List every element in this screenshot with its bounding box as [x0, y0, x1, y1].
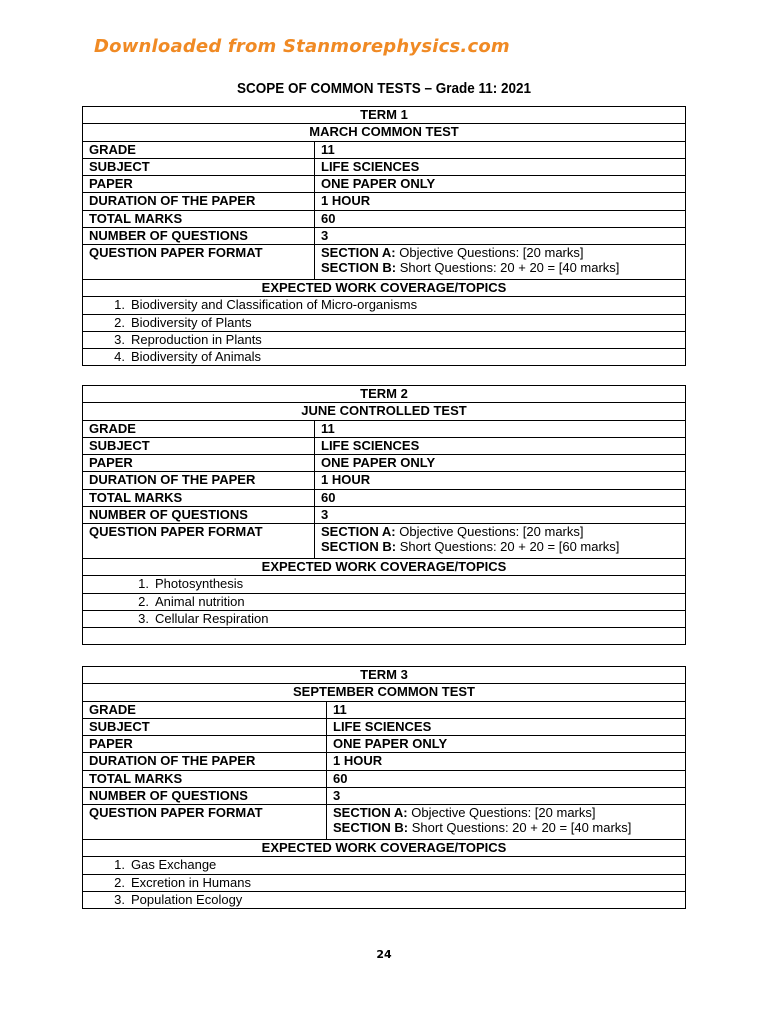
topic-number: 2.	[114, 314, 125, 330]
format-value	[315, 524, 686, 559]
total-marks-value: 60	[327, 770, 686, 787]
term-3-table	[82, 666, 686, 909]
term-heading: TERM 2	[83, 386, 686, 403]
topic-number: 2.	[114, 874, 125, 890]
section-b-text: Short Questions: 20 + 20 = [40 marks]	[408, 820, 632, 836]
topic-number: 1.	[138, 576, 149, 592]
topic-row	[83, 297, 686, 314]
topic-number: 1.	[114, 857, 125, 873]
test-name: MARCH COMMON TEST	[83, 124, 686, 141]
coverage-heading: EXPECTED WORK COVERAGE/TOPICS	[83, 558, 686, 575]
format-label: QUESTION PAPER FORMAT	[83, 245, 315, 280]
duration-value: 1 HOUR	[315, 472, 686, 489]
topic-text: Biodiversity and Classification of Micro-organisms	[131, 297, 418, 313]
empty-row	[83, 628, 686, 645]
grade-label: GRADE	[83, 420, 315, 437]
num-questions-value: 3	[327, 788, 686, 805]
section-b-label: SECTION B:	[321, 539, 397, 555]
subject-label: SUBJECT	[83, 158, 315, 175]
format-label: QUESTION PAPER FORMAT	[83, 805, 327, 840]
topic-row	[83, 874, 686, 891]
topic-number: 3.	[114, 331, 125, 347]
section-b-line	[321, 539, 679, 554]
topic-number: 4.	[114, 349, 125, 365]
num-questions-value: 3	[315, 228, 686, 245]
topic-number: 1.	[114, 297, 125, 313]
grade-value: 11	[327, 701, 686, 718]
term-2-table	[82, 385, 686, 645]
topic-text: Excretion in Humans	[131, 874, 251, 890]
duration-label: DURATION OF THE PAPER	[83, 472, 315, 489]
section-a-text: Objective Questions: [20 marks]	[395, 524, 584, 540]
section-a-text: Objective Questions: [20 marks]	[407, 805, 596, 821]
num-questions-value: 3	[315, 507, 686, 524]
topic-row	[83, 331, 686, 348]
page-title: SCOPE OF COMMON TESTS – Grade 11: 2021	[236, 80, 532, 97]
paper-value: ONE PAPER ONLY	[327, 736, 686, 753]
format-label: QUESTION PAPER FORMAT	[83, 524, 315, 559]
duration-label: DURATION OF THE PAPER	[83, 193, 315, 210]
num-questions-label: NUMBER OF QUESTIONS	[83, 507, 315, 524]
topic-row	[83, 891, 686, 908]
topic-row	[83, 314, 686, 331]
coverage-heading: EXPECTED WORK COVERAGE/TOPICS	[83, 839, 686, 856]
topic-row	[83, 593, 686, 610]
topic-text: Biodiversity of Animals	[131, 349, 262, 365]
paper-label: PAPER	[83, 736, 327, 753]
total-marks-label: TOTAL MARKS	[83, 489, 315, 506]
duration-value: 1 HOUR	[327, 753, 686, 770]
subject-label: SUBJECT	[83, 718, 327, 735]
subject-value: LIFE SCIENCES	[315, 158, 686, 175]
section-a-text: Objective Questions: [20 marks]	[395, 245, 584, 261]
topic-text: Cellular Respiration	[155, 610, 269, 626]
section-a-line	[321, 524, 679, 539]
total-marks-value: 60	[315, 489, 686, 506]
test-name: SEPTEMBER COMMON TEST	[83, 684, 686, 701]
paper-label: PAPER	[83, 176, 315, 193]
topic-number: 2.	[138, 593, 149, 609]
topic-text: Animal nutrition	[155, 593, 245, 609]
subject-value: LIFE SCIENCES	[327, 718, 686, 735]
format-value	[327, 805, 686, 840]
num-questions-label: NUMBER OF QUESTIONS	[83, 788, 327, 805]
section-a-line	[321, 245, 679, 260]
duration-label: DURATION OF THE PAPER	[83, 753, 327, 770]
topic-text: Reproduction in Plants	[131, 331, 262, 347]
topic-number: 3.	[138, 610, 149, 626]
section-a-label: SECTION A:	[321, 524, 396, 540]
paper-value: ONE PAPER ONLY	[315, 455, 686, 472]
section-b-line	[321, 260, 679, 275]
grade-value: 11	[315, 141, 686, 158]
page-number: 24	[376, 948, 392, 961]
topic-row	[83, 576, 686, 593]
subject-value: LIFE SCIENCES	[315, 437, 686, 454]
format-value	[315, 245, 686, 280]
section-b-text: Short Questions: 20 + 20 = [60 marks]	[396, 539, 620, 555]
total-marks-label: TOTAL MARKS	[83, 770, 327, 787]
section-a-label: SECTION A:	[333, 805, 408, 821]
section-b-line	[333, 820, 679, 835]
section-b-label: SECTION B:	[321, 260, 397, 276]
grade-value: 11	[315, 420, 686, 437]
topic-text: Photosynthesis	[155, 576, 244, 592]
term-heading: TERM 3	[83, 667, 686, 684]
total-marks-value: 60	[315, 210, 686, 227]
topic-row	[83, 349, 686, 366]
topic-row	[83, 857, 686, 874]
topic-text: Population Ecology	[131, 891, 243, 907]
topic-number: 3.	[114, 891, 125, 907]
num-questions-label: NUMBER OF QUESTIONS	[83, 228, 315, 245]
subject-label: SUBJECT	[83, 437, 315, 454]
topic-text: Gas Exchange	[131, 857, 217, 873]
coverage-heading: EXPECTED WORK COVERAGE/TOPICS	[83, 279, 686, 296]
topic-row	[83, 610, 686, 627]
paper-label: PAPER	[83, 455, 315, 472]
total-marks-label: TOTAL MARKS	[83, 210, 315, 227]
section-b-text: Short Questions: 20 + 20 = [40 marks]	[396, 260, 620, 276]
section-b-label: SECTION B:	[333, 820, 409, 836]
test-name: JUNE CONTROLLED TEST	[83, 403, 686, 420]
grade-label: GRADE	[83, 141, 315, 158]
section-a-line	[333, 805, 679, 820]
paper-value: ONE PAPER ONLY	[315, 176, 686, 193]
topic-text: Biodiversity of Plants	[131, 314, 252, 330]
term-1-table	[82, 106, 686, 366]
duration-value: 1 HOUR	[315, 193, 686, 210]
download-banner: Downloaded from Stanmorephysics.com	[94, 36, 510, 57]
grade-label: GRADE	[83, 701, 327, 718]
section-a-label: SECTION A:	[321, 245, 396, 261]
term-heading: TERM 1	[83, 107, 686, 124]
